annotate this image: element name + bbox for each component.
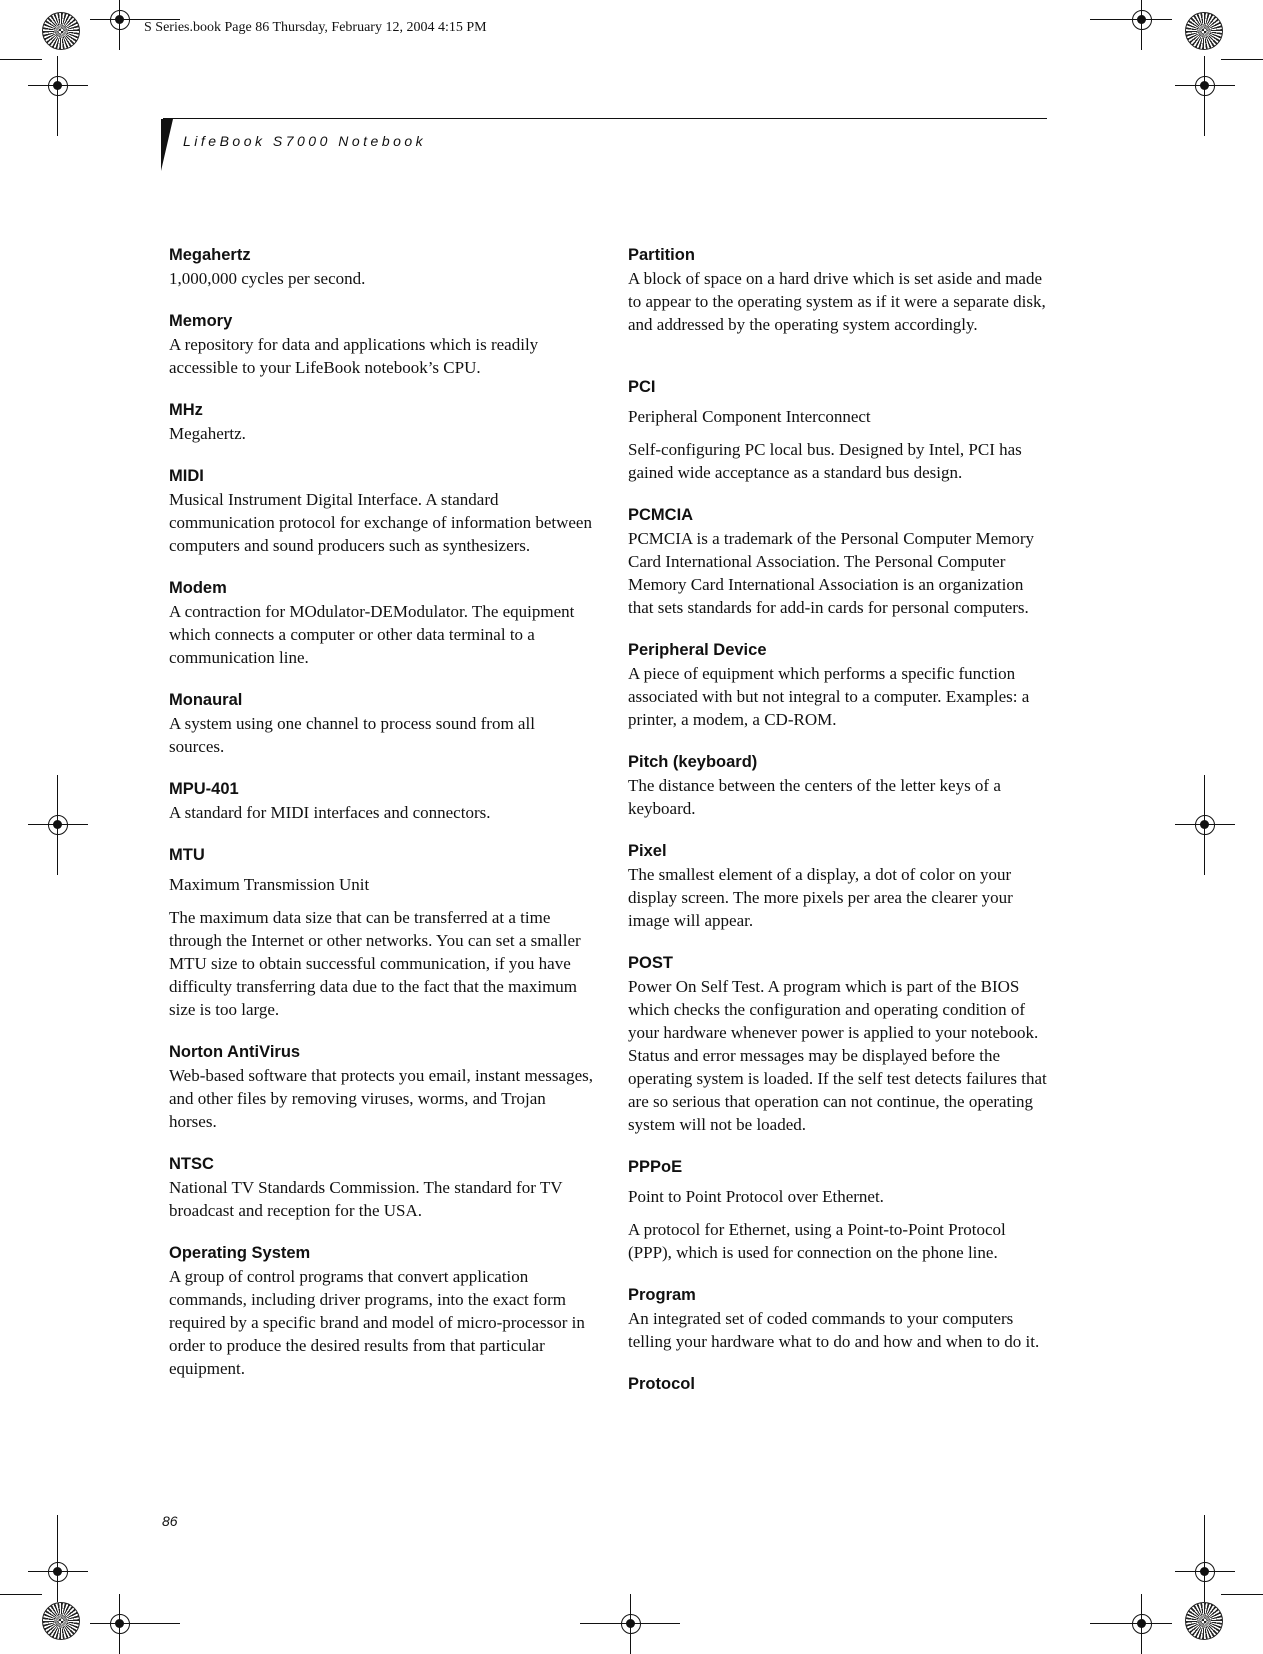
glossary-term: Norton AntiVirus — [169, 1043, 301, 1061]
registration-mark — [90, 0, 150, 50]
glossary-entry — [169, 1153, 594, 1222]
glossary-entry — [169, 1041, 594, 1133]
glossary-term: MHz — [169, 401, 203, 419]
glossary-entry — [169, 844, 594, 1021]
glossary-entry — [628, 840, 1048, 932]
glossary-entry — [628, 952, 1048, 1136]
glossary-term: POST — [628, 954, 673, 972]
starburst-mark-bottom-left — [42, 1602, 80, 1640]
glossary-definition: Point to Point Protocol over Ethernet. — [628, 1187, 884, 1206]
glossary-entry — [628, 751, 1048, 820]
glossary-term: PCMCIA — [628, 506, 694, 524]
glossary-term: Megahertz — [169, 246, 251, 264]
glossary-definition: A system using one channel to process sound from all sources. — [169, 714, 535, 756]
crop-line — [1090, 19, 1170, 20]
glossary-definition: Web-based software that protects you email, instant messages, and other files by removing viruses, worms, and Trojan horses. — [169, 1066, 593, 1131]
registration-mark — [1175, 1542, 1235, 1602]
running-head: LifeBook S7000 Notebook — [183, 133, 427, 149]
glossary-entry — [169, 1242, 594, 1380]
glossary-term: PCI — [628, 378, 656, 396]
glossary-definition: A group of control programs that convert application commands, including driver programs, into the exact form required by a specific brand and model of micro-processor in order to produce the desired results from that particular equipment. — [169, 1267, 585, 1378]
glossary-term: Monaural — [169, 691, 243, 709]
glossary-entry — [169, 689, 594, 758]
crop-line — [0, 59, 42, 60]
glossary-definition: 1,000,000 cycles per second. — [169, 269, 366, 288]
glossary-entry — [628, 1373, 1048, 1396]
glossary-term: MPU-401 — [169, 780, 239, 798]
glossary-definition: Peripheral Component Interconnect — [628, 407, 871, 426]
crop-line — [90, 1623, 180, 1624]
glossary-entry — [169, 577, 594, 669]
glossary-entry — [169, 310, 594, 379]
glossary-entry — [169, 399, 594, 445]
starburst-mark-bottom-right — [1185, 1602, 1223, 1640]
glossary-definition: An integrated set of coded commands to your computers telling your hardware what to do and how and when to do it. — [628, 1309, 1040, 1351]
glossary-entry — [628, 1156, 1048, 1264]
header-rule — [163, 118, 1047, 119]
crop-line — [1221, 1594, 1263, 1595]
glossary-term: Peripheral Device — [628, 641, 767, 659]
glossary-definition: The maximum data size that can be transferred at a time through the Internet or other networks. You can set a smaller MTU size to obtain successful communication, if you have difficulty transferring data due to the fact that the maximum size is too large. — [169, 908, 581, 1019]
registration-mark — [28, 56, 88, 116]
glossary-entry — [628, 1284, 1048, 1353]
glossary-term: Pitch (keyboard) — [628, 753, 758, 771]
glossary-entry — [628, 639, 1048, 731]
header-tab-marker — [161, 119, 173, 171]
starburst-mark-top-left — [42, 12, 80, 50]
glossary-term: Pixel — [628, 842, 667, 860]
glossary-term: Program — [628, 1286, 696, 1304]
registration-mark — [90, 1594, 150, 1654]
glossary-term: NTSC — [169, 1155, 214, 1173]
registration-mark — [28, 1542, 88, 1602]
glossary-definition: PCMCIA is a trademark of the Personal Computer Memory Card International Association. The Personal Computer Memory Card International Association is an organization that sets standards for add-in cards for personal computers. — [628, 529, 1035, 617]
glossary-definition: A repository for data and applications which is readily accessible to your LifeBook notebook’s CPU. — [169, 335, 539, 377]
registration-mark — [1175, 56, 1235, 116]
glossary-term: Partition — [628, 246, 695, 264]
registration-mark — [1112, 0, 1172, 50]
glossary-definition: A piece of equipment which performs a specific function associated with but not integral to a computer. Examples: a printer, a modem, a CD-ROM. — [628, 664, 1030, 729]
glossary-definition: Megahertz. — [169, 424, 246, 443]
crop-line — [1204, 86, 1205, 136]
glossary-entry — [169, 244, 594, 290]
crop-line — [1090, 1623, 1170, 1624]
crop-line — [57, 1515, 58, 1585]
glossary-column-right — [628, 244, 1048, 1416]
glossary-entry — [628, 376, 1048, 484]
registration-mark — [28, 795, 88, 855]
crop-line — [1204, 775, 1205, 875]
glossary-term: Memory — [169, 312, 233, 330]
glossary-entry — [628, 504, 1048, 619]
glossary-definition: Maximum Transmission Unit — [169, 875, 370, 894]
print-slug: S Series.book Page 86 Thursday, February 12, 2004 4:15 PM — [144, 20, 487, 35]
glossary-term: Operating System — [169, 1244, 311, 1262]
registration-mark — [1175, 795, 1235, 855]
registration-mark — [1112, 1594, 1172, 1654]
crop-line — [1221, 59, 1263, 60]
registration-mark — [601, 1594, 661, 1654]
crop-line — [580, 1623, 680, 1624]
glossary-definition: A standard for MIDI interfaces and connectors. — [169, 803, 491, 822]
glossary-definition: Self-configuring PC local bus. Designed by Intel, PCI has gained wide acceptance as a standard bus design. — [628, 440, 1022, 482]
glossary-entry — [169, 465, 594, 557]
glossary-term: PPPoE — [628, 1158, 683, 1176]
glossary-term: MIDI — [169, 467, 204, 485]
starburst-mark-top-right — [1185, 12, 1223, 50]
glossary-entry — [169, 778, 594, 824]
glossary-column-left — [169, 244, 594, 1400]
glossary-term: Modem — [169, 579, 227, 597]
glossary-definition: The distance between the centers of the letter keys of a keyboard. — [628, 776, 1001, 818]
page-number: 86 — [162, 1513, 178, 1529]
crop-line — [0, 1594, 42, 1595]
crop-line — [57, 775, 58, 875]
glossary-definition: A block of space on a hard drive which is set aside and made to appear to the operating system as if it were a separate disk, and addressed by the operating system accordingly. — [628, 269, 1046, 334]
glossary-definition: A contraction for MOdulator-DEModulator. The equipment which connects a computer or other data terminal to a communication line. — [169, 602, 575, 667]
glossary-term: Protocol — [628, 1375, 695, 1393]
glossary-definition: Power On Self Test. A program which is part of the BIOS which checks the configuration and operating condition of your hardware whenever power is applied to your notebook. Status and error messages may be displayed before the operating system is loaded. If the self test detects failures that are so serious that operation can not continue, the operating system will not be loaded. — [628, 977, 1047, 1134]
glossary-entry — [628, 244, 1048, 336]
glossary-term: MTU — [169, 846, 205, 864]
glossary-definition: The smallest element of a display, a dot of color on your display screen. The more pixels per area the clearer your image will appear. — [628, 865, 1013, 930]
crop-line — [1204, 1515, 1205, 1585]
crop-line — [57, 86, 58, 136]
glossary-definition: A protocol for Ethernet, using a Point-to-Point Protocol (PPP), which is used for connection on the phone line. — [628, 1220, 1006, 1262]
glossary-definition: National TV Standards Commission. The standard for TV broadcast and reception for the USA. — [169, 1178, 563, 1220]
glossary-definition: Musical Instrument Digital Interface. A standard communication protocol for exchange of information between computers and sound producers such as synthesizers. — [169, 490, 592, 555]
